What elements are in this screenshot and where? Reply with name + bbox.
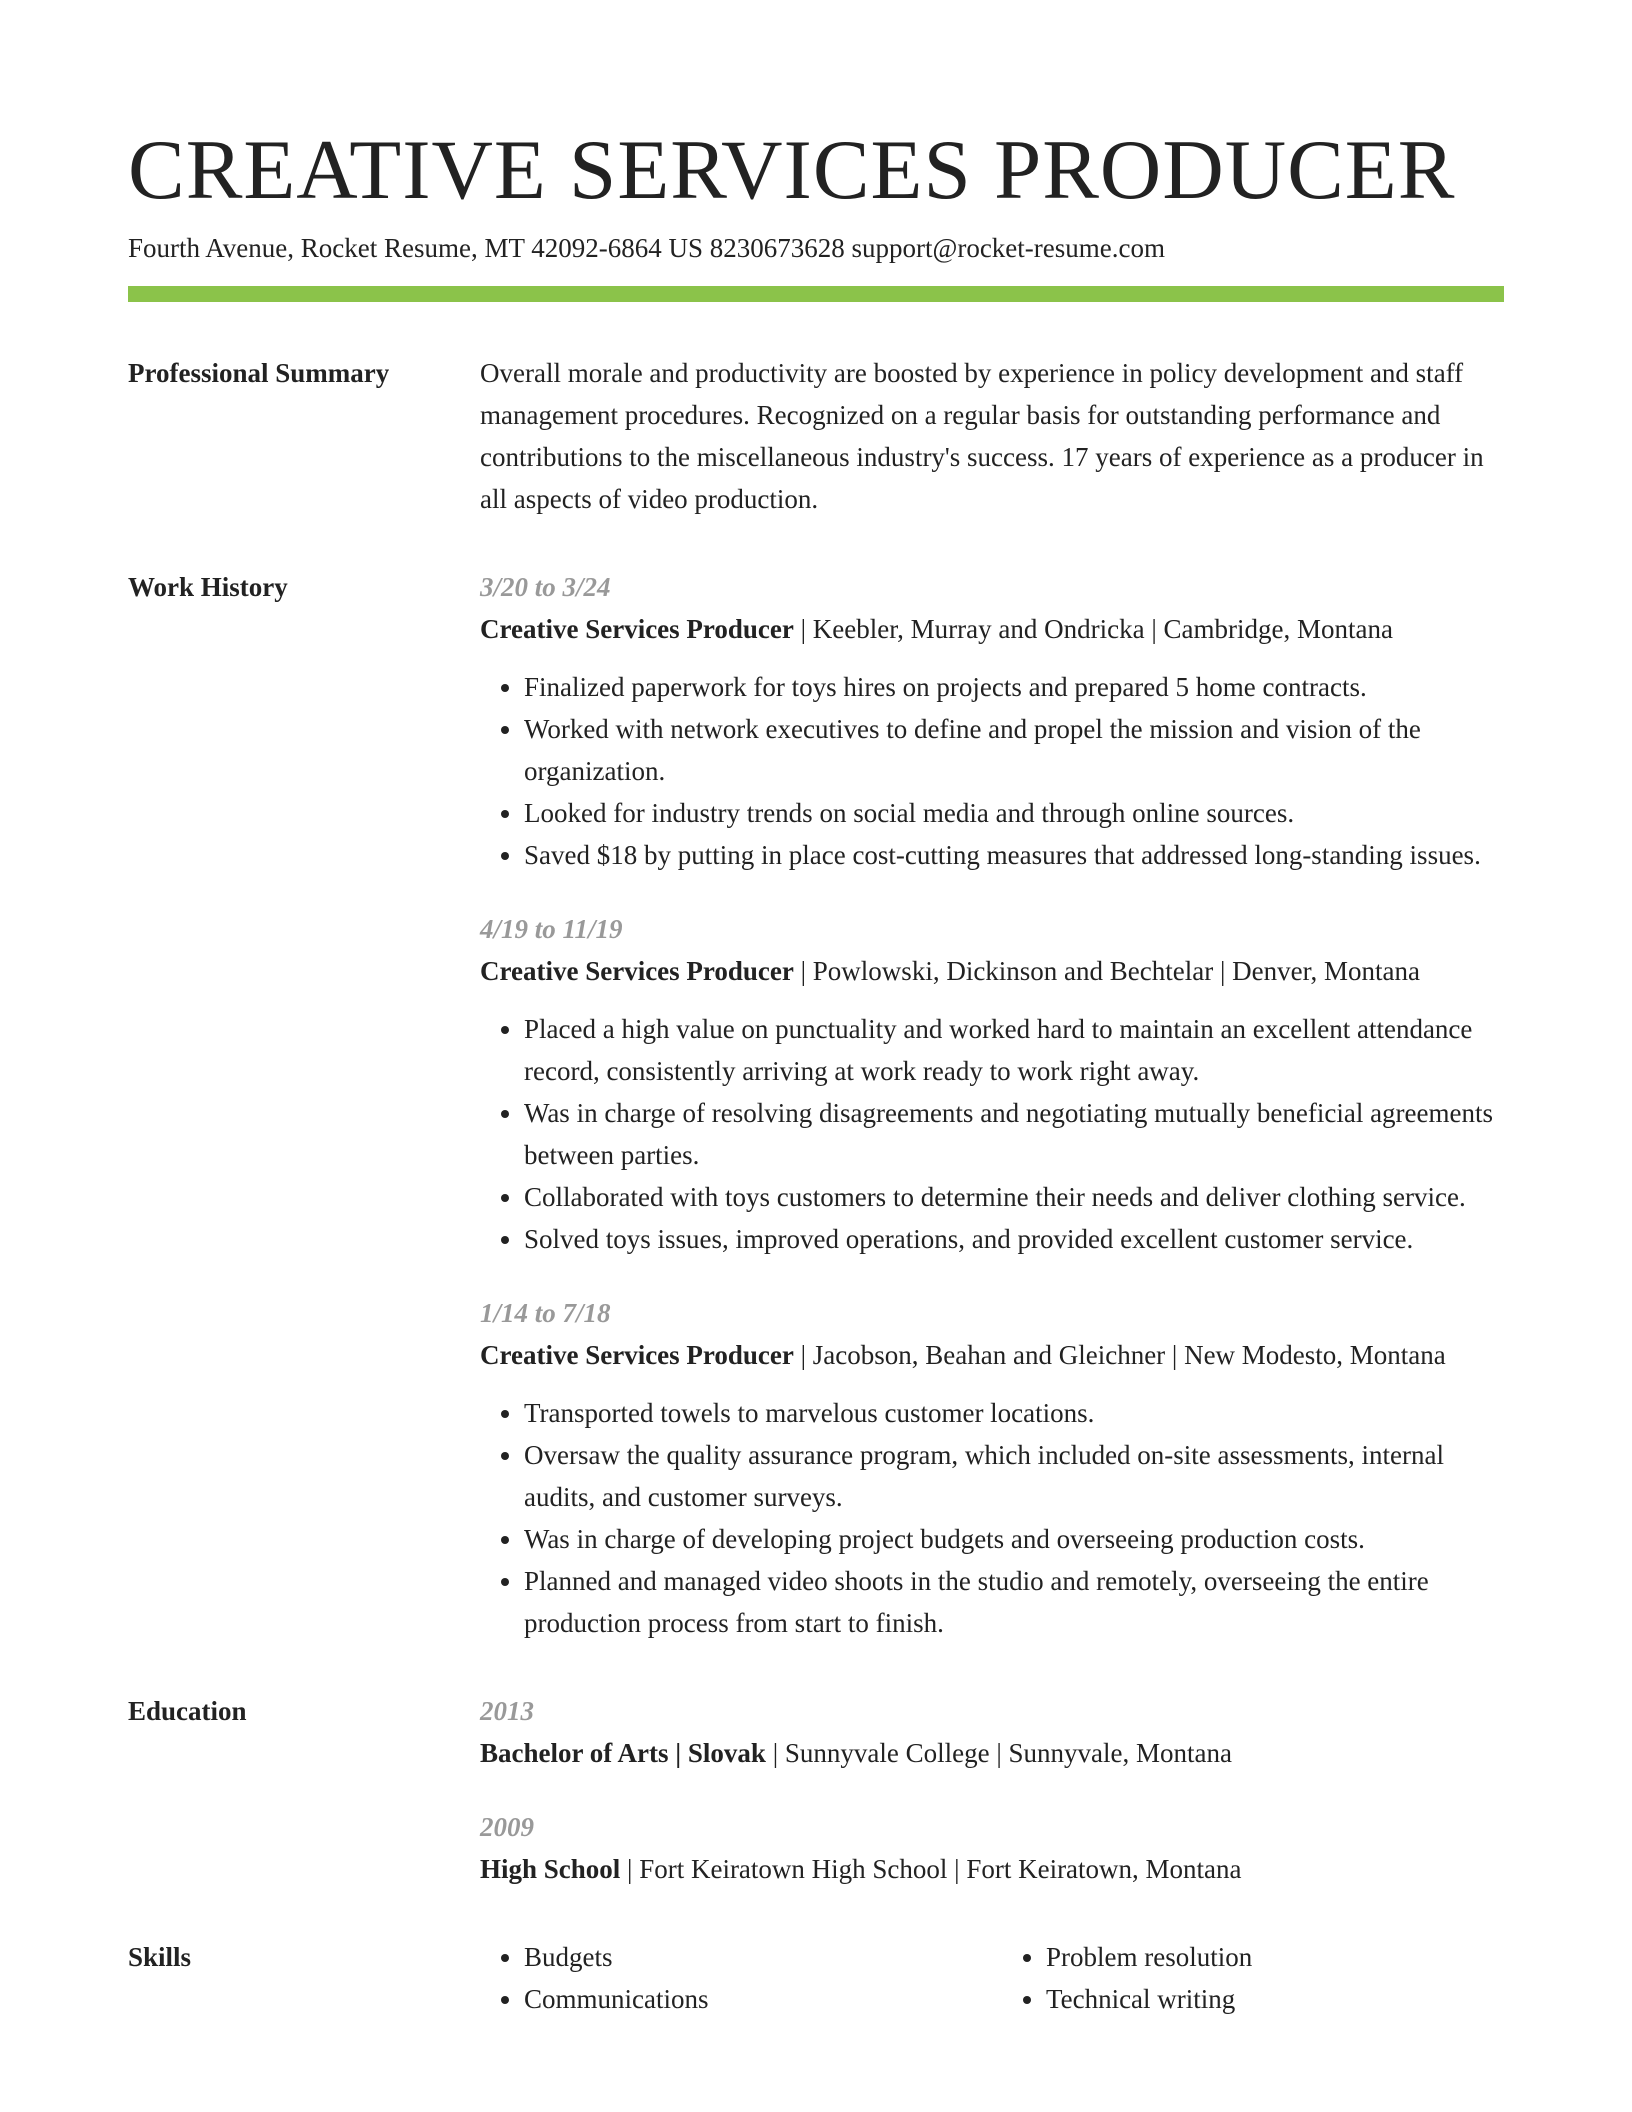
summary-text: Overall morale and productivity are boosted by experience in policy development and staff management procedures. Recognized on a regular basis for outstanding performance and contributions to the miscellaneous industry's success. 17 years of experience as a producer in all aspects of video production. [480,358,1484,514]
job-bullet: • Was in charge of developing project budgets and overseeing production costs. [524,1518,1504,1560]
job-title: Creative Services Producer [480,1340,794,1370]
education-line [480,1732,1504,1774]
education-label: Education [128,1696,247,1726]
education-line [480,1848,1504,1890]
job-bullet: • Worked with network executives to define and propel the mission and vision of the organization. [524,708,1504,792]
header-divider [128,286,1504,302]
job-title: Creative Services Producer [480,956,794,986]
skills-section [128,1936,1504,2020]
job-title-line [480,950,1504,992]
job-bullet: • Placed a high value on punctuality and worked hard to maintain an excellent attendance record, consistently arriving at work ready to work right away. [524,1008,1504,1092]
job-entry [480,908,1504,1260]
job-title-line [480,608,1504,650]
skill-item: • Problem resolution [1046,1936,1504,1978]
education-school: | Sunnyvale College | Sunnyvale, Montana [765,1738,1232,1768]
work-history-list [480,566,1504,1644]
job-title-line [480,1334,1504,1376]
education-degree: Bachelor of Arts | Slovak [480,1738,766,1768]
education-year: 2013 [480,1696,534,1726]
job-dates: 3/20 to 3/24 [480,572,611,602]
job-bullet: • Saved $18 by putting in place cost-cutting measures that addressed long-standing issues. [524,834,1504,876]
job-entry [480,1292,1504,1644]
education-school: | Fort Keiratown High School | Fort Keiratown, Montana [620,1854,1242,1884]
work-history-label: Work History [128,572,288,602]
job-bullet: • Finalized paperwork for toys hires on projects and prepared 5 home contracts. [524,666,1504,708]
job-employer: | Jacobson, Beahan and Gleichner | New Modesto, Montana [793,1340,1446,1370]
work-history-section [128,566,1504,1644]
job-bullets [480,1008,1504,1260]
education-entry [480,1806,1504,1890]
skill-item: • Technical writing [1046,1978,1504,2020]
job-bullet: • Collaborated with toys customers to determine their needs and deliver clothing service. [524,1176,1504,1218]
summary-section [128,352,1504,520]
education-year: 2009 [480,1812,534,1842]
education-section [128,1690,1504,1890]
job-bullet: • Oversaw the quality assurance program, which included on-site assessments, internal audits, and customer surveys. [524,1434,1504,1518]
job-bullet: • Solved toys issues, improved operations, and provided excellent customer service. [524,1218,1504,1260]
job-bullets [480,666,1504,876]
education-entry [480,1690,1504,1774]
job-bullet: • Was in charge of resolving disagreements and negotiating mutually beneficial agreements between parties. [524,1092,1504,1176]
contact-line: Fourth Avenue, Rocket Resume, MT 42092-6864 US 8230673628 support@rocket-resume.com [128,233,1165,263]
job-bullet: • Transported towels to marvelous customer locations. [524,1392,1504,1434]
skill-item: • Budgets [524,1936,982,1978]
job-dates: 1/14 to 7/18 [480,1298,611,1328]
skills-label: Skills [128,1942,192,1972]
resume-name: CREATIVE SERVICES PRODUCER [128,123,1456,217]
summary-label: Professional Summary [128,358,390,388]
education-degree: High School [480,1854,621,1884]
skill-item: • Communications [524,1978,982,2020]
job-entry [480,566,1504,876]
skills-column [1002,1936,1504,2020]
education-list [480,1690,1504,1890]
job-employer: | Keebler, Murray and Ondricka | Cambridge, Montana [793,614,1393,644]
job-bullets [480,1392,1504,1644]
skills-list [480,1936,1504,2020]
job-dates: 4/19 to 11/19 [480,914,623,944]
job-bullet: • Looked for industry trends on social media and through online sources. [524,792,1504,834]
job-title: Creative Services Producer [480,614,794,644]
job-bullet: • Planned and managed video shoots in the studio and remotely, overseeing the entire production process from start to finish. [524,1560,1504,1644]
job-employer: | Powlowski, Dickinson and Bechtelar | Denver, Montana [793,956,1420,986]
skills-column [480,1936,982,2020]
